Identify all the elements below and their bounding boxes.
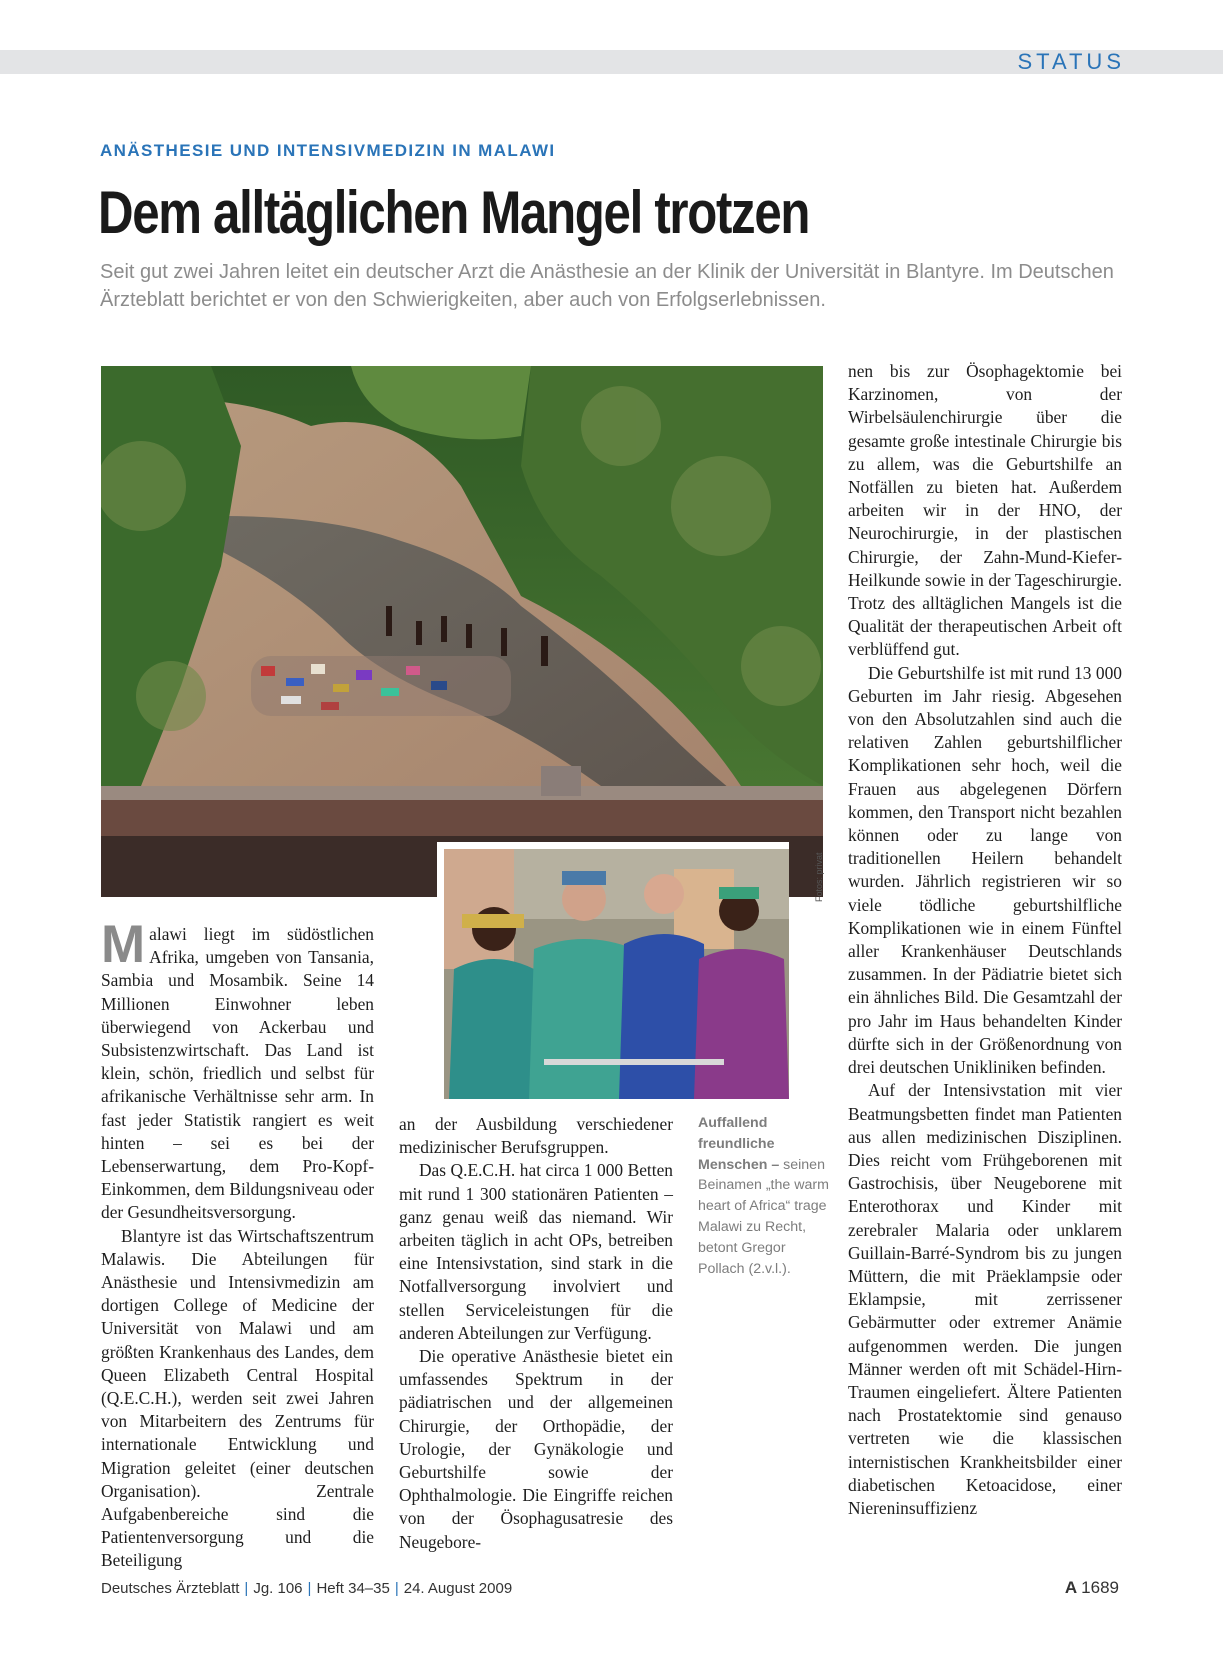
section-letter: A [1064,1578,1078,1597]
paragraph [101,915,374,1225]
article-column-2 [399,1113,673,1554]
article-column-3 [848,360,1122,1520]
photo-caption [698,1113,830,1279]
river-photo [101,366,823,897]
paragraph: Blantyre ist das Wirtschaftszentrum Malawis. Die Abteilungen für Anästhesie und Intensivmedizin am dortigen College of Medicine der Universität von Malawi und am größten Krankenhaus des Landes, dem Queen Elizabeth Central Hospital (Q.E.C.H.), werden seit zwei Jahren von Mitarbeitern des Zentrums für internationale Entwicklung und Migration geleitet (einer deutschen Organisation). Zentrale Aufgabenbereiche sind die Patientenversorgung und die Beteiligung [101,1225,374,1571]
paragraph-text: alawi liegt im südöstlichen Afrika, umgeben von Tansania, Sambia und Mosambik. Seine 14 Millionen Einwohner leben überwiegend von Ackerbau und Subsistenzwirtschaft. Das Land ist klein, schön, friedlich und selbst für afrikanische Verhältnisse sehr arm. In fast jeder Statistik rangiert es weit hinten – sei es bei der Lebenserwartung, dem Pro-Kopf-Einkommen, dem Bildungsniveau oder der Gesundheitsversorgung. [101,924,374,1223]
separator: | [394,1580,399,1597]
article-column-1 [101,915,374,1573]
photo-credit: Fotos: privat [814,852,824,902]
staff-photo [444,849,789,1099]
journal-name: Deutsches Ärzteblatt [101,1580,240,1597]
section-label: STATUS [1017,49,1125,74]
paragraph: Auf der Intensivstation mit vier Beatmungsbetten findet man Patienten aus allen medizinischen Disziplinen. Dies reicht vom Frühgeborenen mit Gastrochisis, über Neugeborene mit Enterothorax und Kinder mit zerebraler Malaria oder unklarem Guillain-Barré-Syndrom bis zu jungen Müttern, die mit Präeklampsie oder Eklampsie, mit zerrissener Gebärmutter oder extremer Anämie aufgenommen werden. Die jungen Männer werden oft mit Schädel-Hirn-Traumen eingeliefert. Ältere Patienten nach Prostatektomie sind genauso vertreten wie die klassischen internistischen Krankheitsbilder einer diabetischen Ketoacidose, einer Niereninsuffizienz [848,1080,1122,1518]
volume: Jg. 106 [253,1580,303,1597]
page-number [1065,1578,1119,1598]
article-title: Dem alltäglichen Mangel trotzen [98,179,810,246]
caption-text: seinen Beinamen „the warm heart of Africa“ trage Malawi zu Recht, betont Gregor Pollach (2.v.l.). [698,1156,829,1277]
article-subtitle: Seit gut zwei Jahren leitet ein deutscher Arzt die Anästhesie an der Klinik der Universität in Blantyre. Im Deutschen Ärzteblatt berichtet er von den Schwierigkeiten, aber auch von Erfolgserlebnissen. [100,261,1114,311]
paragraph: Das Q.E.C.H. hat circa 1 000 Betten mit rund 1 300 stationären Patienten – ganz genau weiß das niemand. Wir arbeiten täglich in acht OPs, betreiben eine Intensivstation, sind stark in die Notfallversorgung involviert und stellen Serviceleistungen für die anderen Abteilungen zur Verfügung. [399,1160,673,1343]
page-number-value: 1689 [1081,1578,1119,1597]
issue: Heft 34–35 [316,1580,390,1597]
separator: | [307,1580,312,1597]
caption-lead: Auffallend freundliche Menschen – [698,1115,780,1173]
paragraph: Die operative Anästhesie bietet ein umfassendes Spektrum in der pädiatrischen und der allgemeinen Chirurgie, der Orthopädie, der Urologie, der Gynäkologie und Geburtshilfe sowie der Ophthalmologie. Die Eingriffe reichen von der Ösophagusatresie des Neugebore- [399,1346,673,1552]
drop-cap: M [101,915,146,974]
separator: | [244,1580,249,1597]
issue-date: 24. August 2009 [403,1580,513,1597]
paragraph: Die Geburtshilfe ist mit rund 13 000 Geburten im Jahr riesig. Abgesehen von den Absolutzahlen sind auch die relativen Zahlen geburtshilflicher Komplikationen sehr hoch, weil die Frauen aus abgelegenen Dörfern kommen, den Transport nicht bezahlen können oder zu lange von traditionellen Heilern behandelt wurden. Jährlich registrieren wir so viele tödliche geburtshilfliche Komplikationen wie in einem Fünftel aller Krankenhäuser Deutschlands zusammen. In der Pädiatrie bietet sich ein ähnliches Bild. Die Gesamtzahl der pro Jahr im Haus behandelten Kinder dürfte sich in der Größenordnung von drei deutschen Unikliniken befinden. [848,662,1122,1078]
footer-citation [101,1580,512,1597]
article-kicker: ANÄSTHESIE UND INTENSIVMEDIZIN IN MALAWI [100,141,556,160]
paragraph: nen bis zur Ösophagektomie bei Karzinomen, von der Wirbelsäulenchirurgie über die gesamte große intestinale Chirurgie bis zu allem, was die Geburtshilfe an Notfällen zu bieten hat. Außerdem arbeiten wir in der HNO, der Neurochirurgie, in der plastischen Chirurgie, der Zahn-Mund-Kiefer-Heilkunde sowie in der Tageschirurgie. Trotz des alltäglichen Mangels ist die Qualität der therapeutischen Arbeit oft verblüffend gut. [848,361,1122,660]
paragraph: an der Ausbildung verschiedener medizinischer Berufsgruppen. [399,1114,673,1158]
